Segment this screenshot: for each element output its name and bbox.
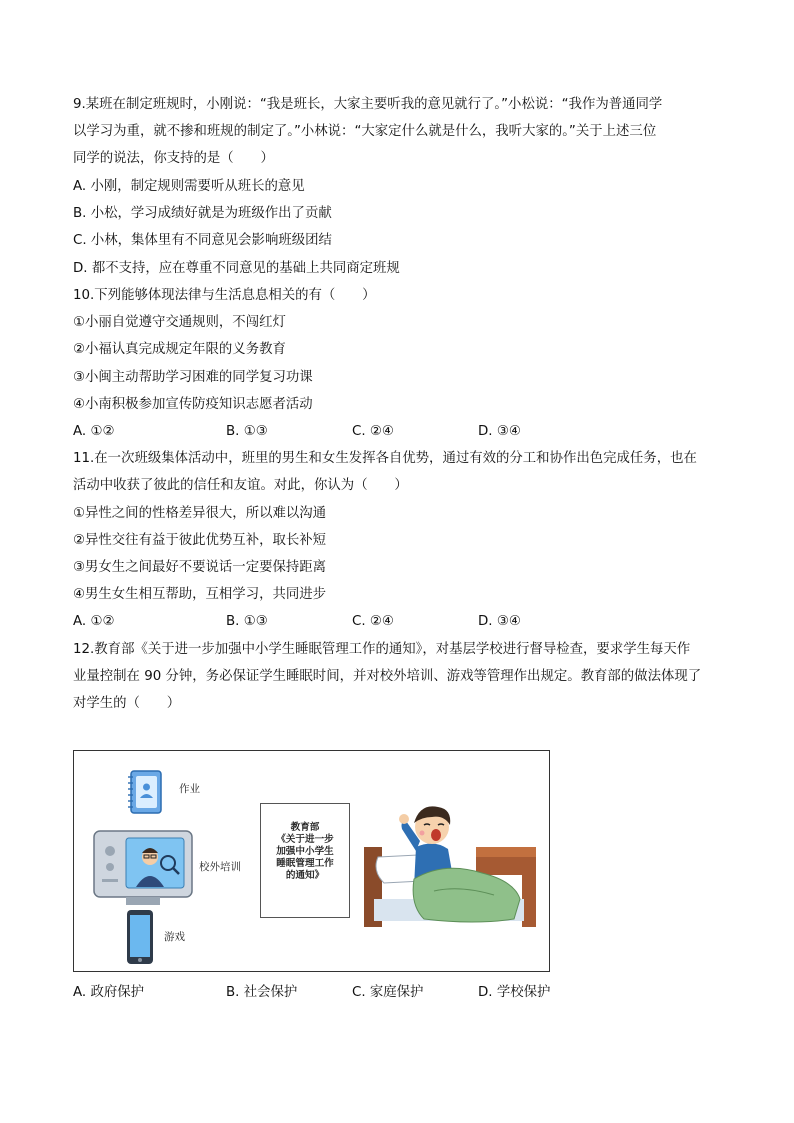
q11-stem-line-1: 11.在一次班级集体活动中，班里的男生和女生发挥各自优势，通过有效的分工和协作出色完成任务，也在	[73, 451, 697, 466]
label-homework: 作业	[179, 783, 200, 795]
q10-stem: 10.下列能够体现法律与生活息息相关的有（ ）	[73, 288, 376, 303]
q11-item-1: ①异性之间的性格差异很大，所以难以沟通	[73, 506, 327, 521]
q11-item-4: ④男生女生相互帮助，互相学习，共同进步	[73, 587, 327, 602]
q10-item-1: ①小丽自觉遵守交通规则，不闯红灯	[73, 315, 286, 330]
q12-option-d: D. 学校保护	[478, 985, 551, 1000]
q11-item-2: ②异性交往有益于彼此优势互补，取长补短	[73, 533, 327, 548]
boy-waking-in-bed-illustration	[364, 795, 544, 935]
notice-line-2: 《关于进一步	[276, 834, 334, 845]
q11-stem-line-2: 活动中收获了彼此的信任和友谊。对此，你认为（ ）	[73, 478, 408, 493]
q12-stem-line-2: 业量控制在 90 分钟，务必保证学生睡眠时间，并对校外培训、游戏等管理作出规定。教育部的做法体现了	[73, 669, 702, 684]
q10-item-3: ③小闽主动帮助学习困难的同学复习功课	[73, 370, 313, 385]
q9-stem-line-3: 同学的说法，你支持的是（ ）	[73, 151, 274, 166]
q11-option-a: A. ①②	[73, 614, 115, 629]
q10-option-a: A. ①②	[73, 424, 115, 439]
q11-option-b: B. ①③	[226, 614, 268, 629]
label-games: 游戏	[164, 931, 185, 943]
q12-option-c: C. 家庭保护	[352, 985, 424, 1000]
q11-option-d: D. ③④	[478, 614, 521, 629]
q12-option-b: B. 社会保护	[226, 985, 298, 1000]
q11-item-3: ③男女生之间最好不要说话一定要保持距离	[73, 560, 327, 575]
smartphone-games-icon	[126, 909, 154, 965]
q10-option-c: C. ②④	[352, 424, 394, 439]
q10-item-2: ②小福认真完成规定年限的义务教育	[73, 342, 286, 357]
label-tutoring: 校外培训	[199, 861, 241, 873]
q10-option-d: D. ③④	[478, 424, 521, 439]
online-tutoring-monitor-icon	[92, 829, 194, 907]
q9-stem-line-1: 9.某班在制定班规时，小刚说：“我是班长，大家主要听我的意见就行了。”小松说：“我作为普通同学	[73, 97, 663, 112]
q9-option-c: C. 小林，集体里有不同意见会影响班级团结	[73, 233, 332, 248]
q9-option-a: A. 小刚，制定规则需要听从班长的意见	[73, 179, 305, 194]
q12-illustration	[73, 750, 550, 972]
q9-option-d: D. 都不支持，应在尊重不同意见的基础上共同商定班规	[73, 261, 400, 276]
notice-line-4: 睡眠管理工作	[276, 858, 334, 869]
moe-notice-document	[260, 803, 350, 918]
notice-line-1: 教育部	[290, 822, 320, 833]
q12-stem-line-3: 对学生的（ ）	[73, 696, 181, 711]
notice-line-5: 的通知》	[285, 870, 325, 881]
q9-option-b: B. 小松，学习成绩好就是为班级作出了贡献	[73, 206, 332, 221]
notice-line-3: 加强中小学生	[276, 846, 334, 857]
homework-notebook-icon	[127, 769, 165, 815]
q9-stem-line-2: 以学习为重，就不掺和班规的制定了。”小林说：“大家定什么就是什么，我听大家的。”关于上述三位	[73, 124, 657, 139]
q12-option-a: A. 政府保护	[73, 985, 144, 1000]
q10-option-b: B. ①③	[226, 424, 268, 439]
q10-item-4: ④小南积极参加宣传防疫知识志愿者活动	[73, 397, 313, 412]
q12-stem-line-1: 12.教育部《关于进一步加强中小学生睡眠管理工作的通知》，对基层学校进行督导检查，要求学生每天作	[73, 642, 691, 657]
q11-option-c: C. ②④	[352, 614, 394, 629]
